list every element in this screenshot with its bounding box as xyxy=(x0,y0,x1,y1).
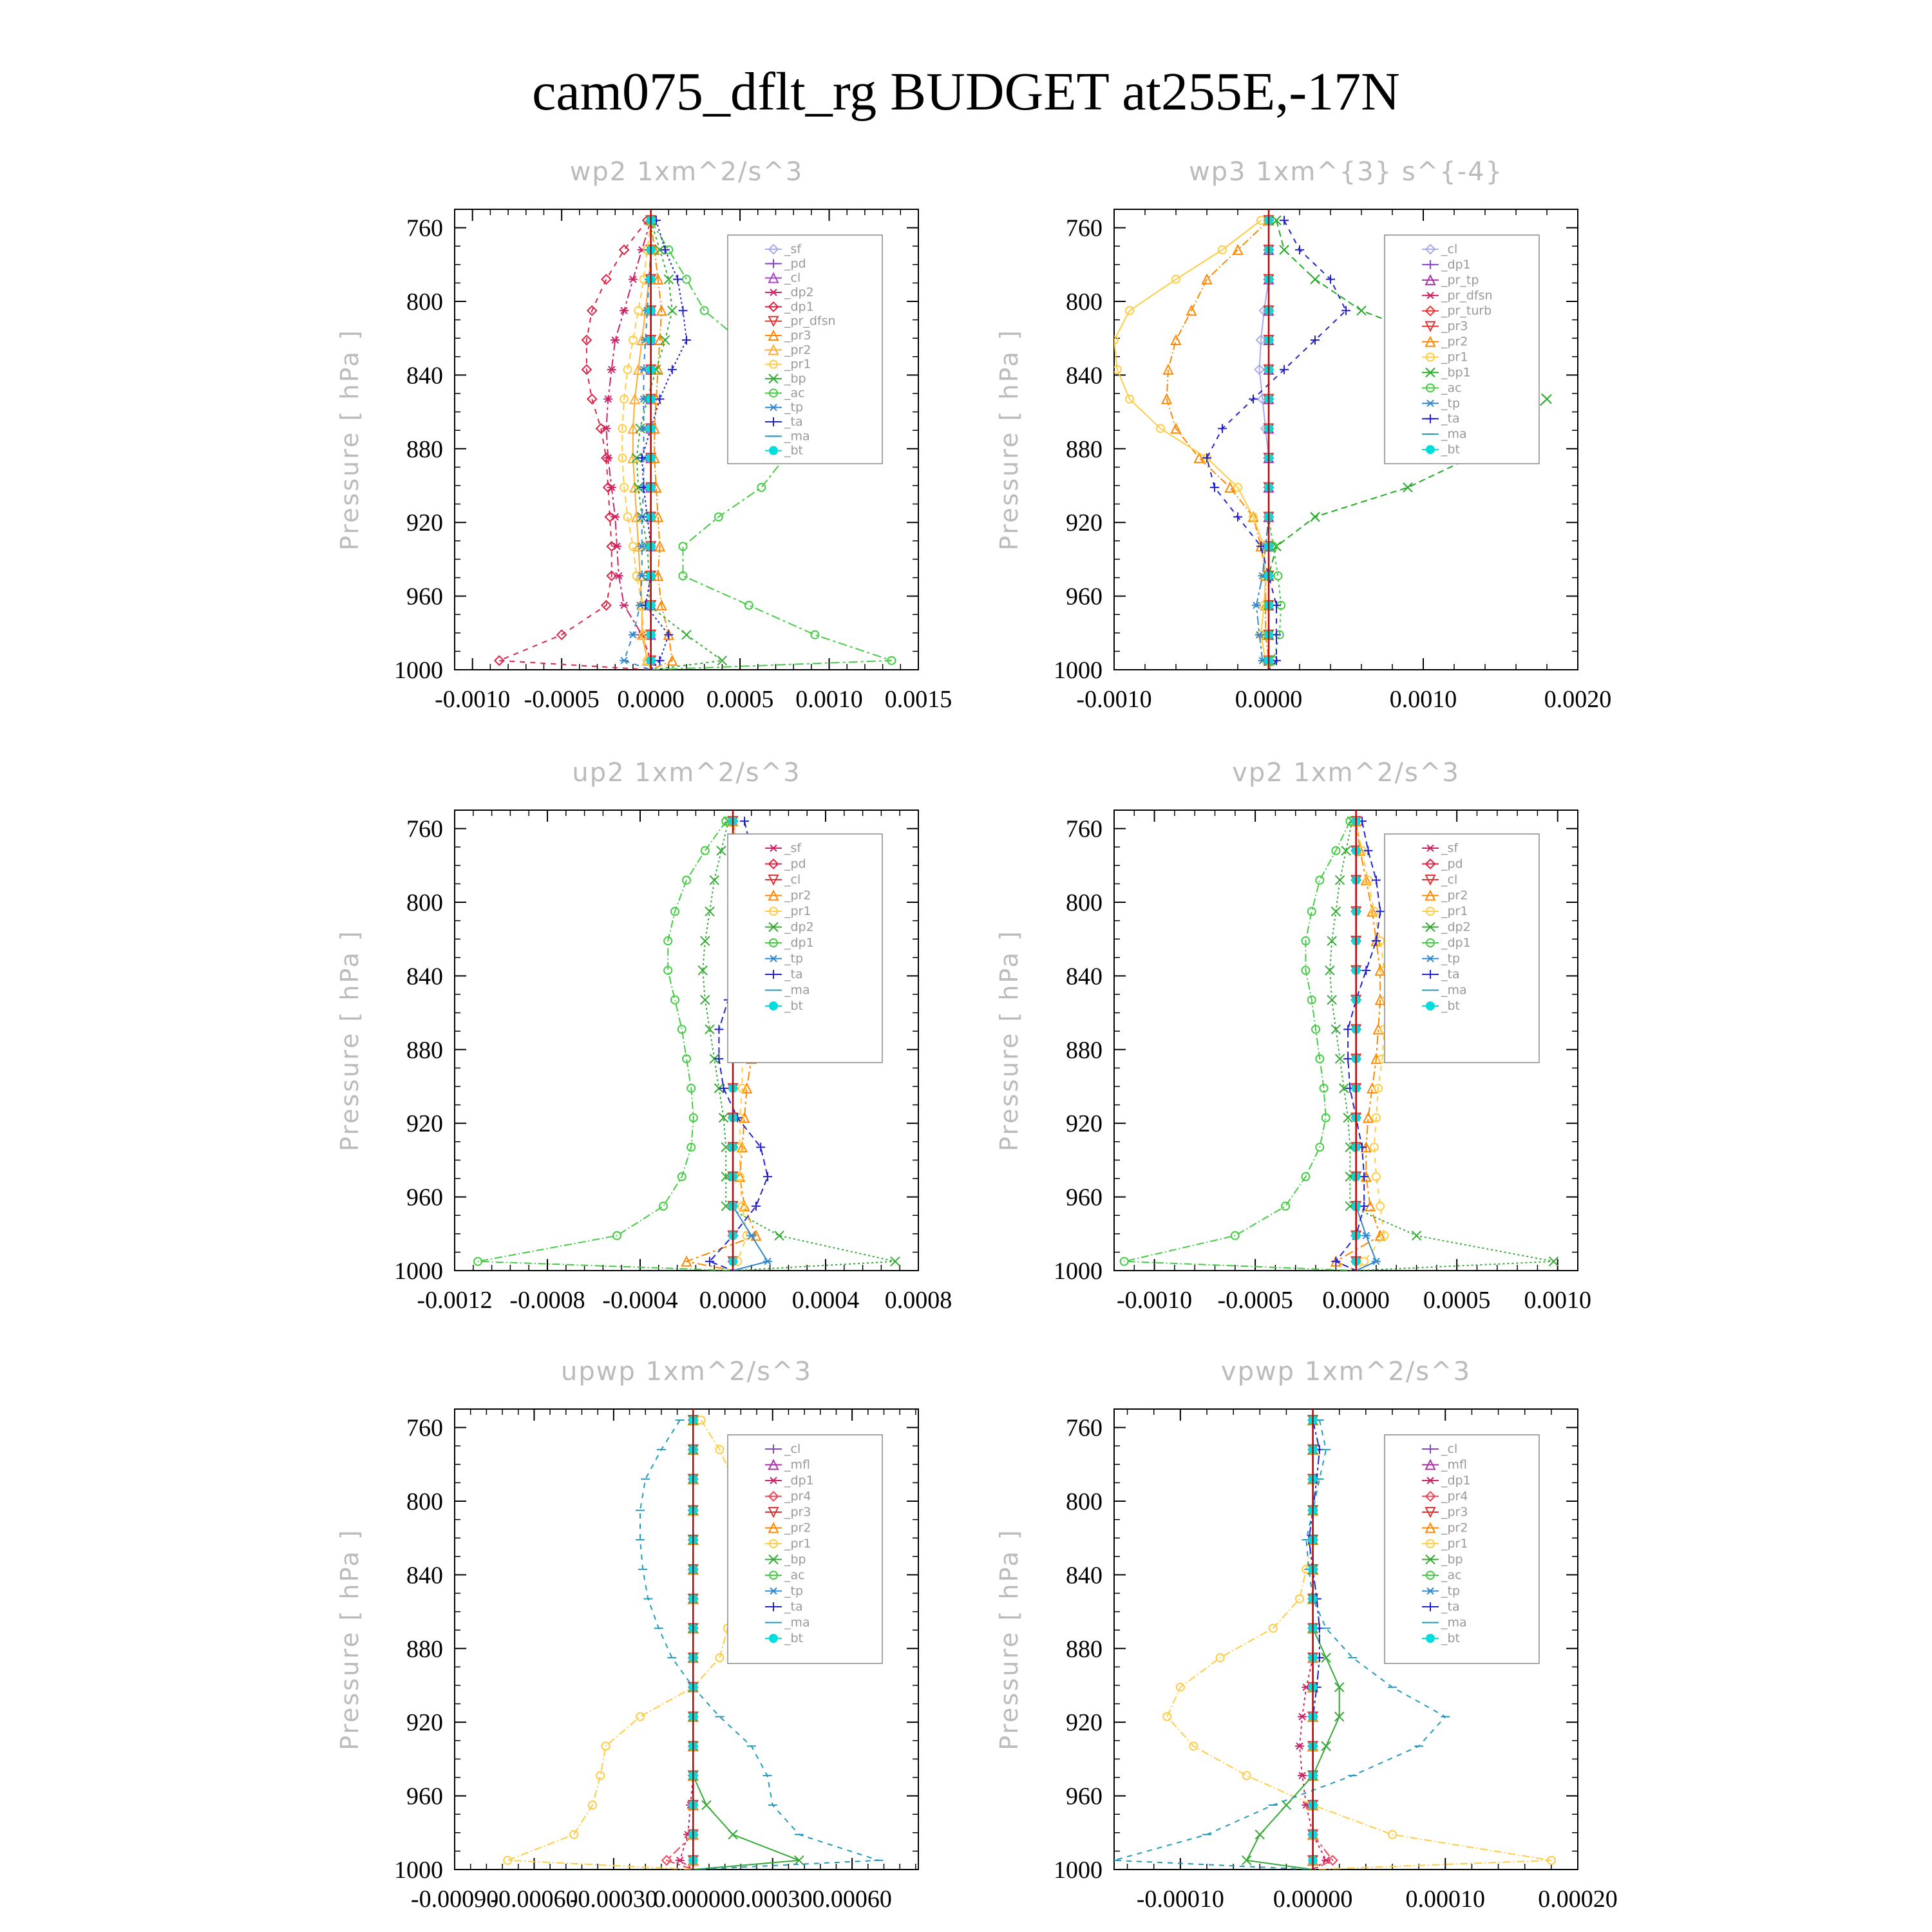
y-tick-label: 920 xyxy=(406,509,443,537)
legend-label: _pr3 xyxy=(1441,1505,1468,1519)
y-tick-label: 800 xyxy=(406,289,443,316)
y-tick-label: 840 xyxy=(406,963,443,990)
x-tick-label: -0.0005 xyxy=(1217,1287,1293,1314)
y-tick-label: 880 xyxy=(1066,1036,1103,1064)
x-tick-label: -0.0004 xyxy=(602,1287,678,1314)
series-ta-marker xyxy=(1343,1054,1352,1063)
series-ta-marker xyxy=(682,336,691,345)
x-tick-label: 0.0004 xyxy=(791,1287,860,1314)
legend-label: _ma xyxy=(784,429,810,444)
x-tick-label: 0.0020 xyxy=(1544,686,1612,713)
series-ta-marker xyxy=(668,365,677,374)
series-ta-marker xyxy=(763,1172,772,1181)
x-tick-label: 0.0000 xyxy=(699,1287,767,1314)
x-tick-label: 0.0000 xyxy=(617,686,685,713)
legend-label: _pr2 xyxy=(784,1520,811,1535)
legend-label: _bp xyxy=(1441,1552,1463,1567)
series-ta-marker xyxy=(1359,1202,1368,1211)
legend xyxy=(1385,834,1539,1063)
panel-title: vpwp 1xm^2/s^3 xyxy=(1220,1357,1472,1387)
legend-label: _ta xyxy=(1441,412,1460,426)
x-tick-label: 0.00000 xyxy=(653,1886,734,1913)
series-line-pr1 xyxy=(507,1420,741,1870)
series-ta-marker xyxy=(1233,513,1242,522)
x-tick-label: 0.00060 xyxy=(812,1886,892,1913)
legend-label: _dp1 xyxy=(784,299,814,314)
legend-label: _tp xyxy=(784,1584,804,1598)
series-dp1-marker xyxy=(1316,876,1323,884)
legend-label: _bp xyxy=(784,1552,806,1567)
legend-label: _sf xyxy=(784,841,802,855)
y-tick-label: 840 xyxy=(1066,362,1103,390)
legend-label: _pr1 xyxy=(784,357,811,372)
series-ta-marker xyxy=(714,1054,723,1063)
series-dp2-marker xyxy=(1549,1257,1558,1266)
y-tick-label: 840 xyxy=(1066,1562,1103,1589)
legend-label: _bt xyxy=(1441,999,1461,1013)
y-tick-label: 800 xyxy=(1066,889,1103,916)
series-ta-marker xyxy=(1295,245,1304,254)
series-dp2-marker xyxy=(629,276,638,283)
legend-label: _ta xyxy=(784,1600,803,1614)
series-dp2-marker xyxy=(891,1257,900,1266)
y-tick-label: 960 xyxy=(406,1783,443,1810)
series-ac-marker xyxy=(811,631,819,639)
y-tick-label: 960 xyxy=(1066,1783,1103,1810)
series-dp2-marker xyxy=(717,846,726,855)
y-tick-label: 960 xyxy=(406,583,443,611)
series-bp1-marker xyxy=(1311,275,1320,284)
x-tick-label: 0.00000 xyxy=(1273,1886,1353,1913)
legend xyxy=(1385,235,1539,464)
y-tick-label: 1000 xyxy=(394,1857,443,1884)
legend-label: _tp xyxy=(1441,1584,1461,1598)
legend-label: _dp2 xyxy=(784,920,814,934)
x-tick-label: -0.00030 xyxy=(569,1886,658,1913)
legend-marker xyxy=(1426,1001,1435,1010)
series-pr2-marker xyxy=(1226,483,1235,492)
legend-label: _bp1 xyxy=(1441,365,1471,380)
legend-label: _bt xyxy=(784,999,804,1013)
series-ta-marker xyxy=(1343,1025,1352,1034)
y-tick-label: 960 xyxy=(406,1184,443,1211)
series-dp1-marker xyxy=(676,1857,685,1864)
legend-label: _dp1 xyxy=(784,936,814,950)
y-axis-label: Pressure [ hPa ] xyxy=(336,328,364,551)
series-dp2-marker xyxy=(620,602,629,609)
series-ta-marker xyxy=(714,1025,723,1034)
y-tick-label: 840 xyxy=(406,362,443,390)
x-tick-label: 0.0010 xyxy=(1524,1287,1591,1314)
series-pr2-marker xyxy=(1171,336,1180,345)
legend-marker xyxy=(769,1001,778,1010)
legend-label: _mfl xyxy=(784,1457,810,1472)
legend-label: _sf xyxy=(784,242,802,256)
series-line-bp xyxy=(1247,1420,1340,1870)
legend-marker xyxy=(769,1634,778,1643)
series-ac-marker xyxy=(745,601,753,609)
series-pr1-marker xyxy=(1163,1713,1171,1721)
panel-vpwp xyxy=(995,1357,1618,1913)
legend-label: _tp xyxy=(784,400,804,415)
series-dp1-marker xyxy=(601,275,611,284)
legend-label: _ma xyxy=(1441,427,1467,442)
legend-label: _ma xyxy=(784,1615,810,1630)
legend xyxy=(728,235,882,464)
y-tick-label: 880 xyxy=(406,1635,443,1663)
y-tick-label: 960 xyxy=(1066,1184,1103,1211)
panel-wp3 xyxy=(995,157,1611,713)
series-ta-marker xyxy=(1361,966,1370,975)
legend-label: _dp1 xyxy=(1441,257,1471,272)
x-tick-label: -0.0005 xyxy=(524,686,600,713)
x-tick-label: -0.00010 xyxy=(1136,1886,1224,1913)
legend-label: _ta xyxy=(1441,1600,1460,1614)
legend-label: _pr_dfsn xyxy=(784,314,836,328)
legend-marker xyxy=(769,446,778,455)
series-tp-marker xyxy=(620,658,629,664)
y-tick-label: 800 xyxy=(406,1488,443,1515)
legend-label: _sf xyxy=(1441,841,1459,855)
series-ta-marker xyxy=(1280,216,1289,225)
legend-label: _pr1 xyxy=(784,904,811,918)
y-tick-label: 960 xyxy=(1066,583,1103,611)
series-dp2-marker xyxy=(1336,1054,1345,1063)
legend-label: _pr1 xyxy=(1441,1537,1468,1551)
panel-up2 xyxy=(336,758,952,1314)
legend-marker xyxy=(1426,1634,1435,1643)
legend-label: _dp1 xyxy=(1441,936,1471,950)
y-tick-label: 800 xyxy=(1066,1488,1103,1515)
y-axis-label: Pressure [ hPa ] xyxy=(995,328,1023,551)
legend-label: _bt xyxy=(784,443,804,458)
x-tick-label: 0.0008 xyxy=(884,1287,952,1314)
legend-label: _pr1 xyxy=(1441,350,1468,365)
legend-label: _pr2 xyxy=(1441,334,1468,349)
series-ta-marker xyxy=(719,1084,728,1093)
legend-label: _pr2 xyxy=(784,343,811,357)
series-dp2-marker xyxy=(701,996,710,1005)
series-ta-marker xyxy=(1210,483,1219,492)
panel-wp2 xyxy=(336,157,952,713)
series-bp1-marker xyxy=(1311,513,1320,522)
y-tick-label: 800 xyxy=(406,889,443,916)
series-dp2-marker xyxy=(775,1231,784,1240)
y-axis-label: Pressure [ hPa ] xyxy=(995,1528,1023,1750)
series-bp-marker xyxy=(1321,1741,1331,1750)
legend-label: _pr1 xyxy=(784,1537,811,1551)
series-dp1-marker xyxy=(1298,1714,1307,1720)
series-dp1-marker xyxy=(659,1202,667,1210)
series-bp1-marker xyxy=(1542,395,1551,404)
legend-label: _bt xyxy=(1441,442,1461,457)
legend-label: _tp xyxy=(1441,951,1461,966)
legend-label: _pd xyxy=(1441,857,1463,871)
y-tick-label: 1000 xyxy=(1054,1258,1103,1285)
x-tick-label: 0.0005 xyxy=(1423,1287,1491,1314)
series-bp-marker xyxy=(682,630,691,639)
legend-label: _ta xyxy=(784,967,803,981)
series-bp1-marker xyxy=(1403,483,1412,492)
y-tick-label: 920 xyxy=(1066,1110,1103,1138)
panel-title: upwp 1xm^2/s^3 xyxy=(561,1357,812,1387)
y-tick-label: 760 xyxy=(406,1414,443,1442)
legend-label: _dp2 xyxy=(784,285,814,299)
series-tp-marker xyxy=(1372,1258,1381,1265)
series-dp2-marker xyxy=(638,247,647,253)
legend xyxy=(728,834,882,1063)
y-tick-label: 880 xyxy=(406,435,443,463)
legend-label: _tp xyxy=(1441,396,1461,411)
series-bp-marker xyxy=(728,1830,737,1839)
series-line-dp1 xyxy=(499,220,650,670)
figure-title: cam075_dflt_rg BUDGET at255E,-17N xyxy=(532,62,1400,122)
series-dp1-marker xyxy=(587,395,596,404)
legend-label: _bt xyxy=(1441,1631,1461,1645)
x-tick-label: 0.0015 xyxy=(884,686,952,713)
y-axis-label: Pressure [ hPa ] xyxy=(336,1528,364,1750)
series-bp-marker xyxy=(1255,1830,1264,1839)
panel-title: up2 1xm^2/s^3 xyxy=(572,758,801,788)
series-ac-marker xyxy=(757,484,765,491)
y-tick-label: 920 xyxy=(406,1110,443,1138)
legend-label: _cl xyxy=(1441,873,1458,887)
y-tick-label: 1000 xyxy=(1054,657,1103,684)
y-axis-label: Pressure [ hPa ] xyxy=(995,929,1023,1151)
series-bp-marker xyxy=(702,1801,711,1810)
legend xyxy=(1385,1435,1539,1663)
legend-label: _cl xyxy=(1441,1442,1458,1456)
series-pr1-marker xyxy=(1243,1772,1251,1779)
legend-label: _ac xyxy=(784,386,805,401)
y-tick-label: 1000 xyxy=(394,1258,443,1285)
legend-label: _pr4 xyxy=(784,1489,811,1504)
panel-title: vp2 1xm^2/s^3 xyxy=(1232,758,1460,788)
legend-label: _ta xyxy=(784,415,803,429)
legend-label: _pr3 xyxy=(1441,319,1468,334)
series-bp1-marker xyxy=(1357,306,1366,315)
x-tick-label: -0.0012 xyxy=(417,1287,493,1314)
legend-label: _tp xyxy=(784,951,804,966)
x-tick-label: -0.00090 xyxy=(410,1886,499,1913)
x-tick-label: 0.0000 xyxy=(1322,1287,1390,1314)
legend-label: _cl xyxy=(784,873,801,887)
series-pr1-marker xyxy=(636,1713,644,1721)
legend-label: _ac xyxy=(1441,1568,1462,1582)
x-tick-label: -0.0010 xyxy=(1117,1287,1193,1314)
series-dp1-marker xyxy=(701,847,709,855)
series-ta-marker xyxy=(638,453,647,462)
series-ta-marker xyxy=(1218,424,1227,433)
series-ac-marker xyxy=(1274,572,1282,580)
legend-label: _ac xyxy=(1441,381,1462,395)
legend-label: _cl xyxy=(784,270,801,285)
legend-label: _cl xyxy=(1441,242,1458,256)
y-tick-label: 1000 xyxy=(394,657,443,684)
legend-label: _pr_tp xyxy=(1441,272,1479,287)
series-tp-marker xyxy=(747,1233,756,1239)
y-tick-label: 880 xyxy=(1066,1635,1103,1663)
legend-label: _bp xyxy=(784,372,806,386)
y-tick-label: 920 xyxy=(406,1709,443,1737)
y-tick-label: 880 xyxy=(406,1036,443,1064)
panel-vp2 xyxy=(995,758,1591,1314)
x-tick-label: -0.0010 xyxy=(435,686,511,713)
x-tick-label: 0.0005 xyxy=(706,686,774,713)
panel-title: wp3 1xm^{3} s^{-4} xyxy=(1188,157,1504,187)
series-ta-marker xyxy=(1326,275,1335,284)
y-tick-label: 800 xyxy=(1066,289,1103,316)
x-tick-label: -0.0008 xyxy=(509,1287,585,1314)
x-tick-label: 0.00020 xyxy=(1538,1886,1618,1913)
x-tick-label: -0.00060 xyxy=(490,1886,578,1913)
series-line-pr1 xyxy=(1114,220,1269,670)
legend-label: _ma xyxy=(784,983,810,998)
series-dp1-marker xyxy=(1282,1202,1289,1210)
series-line-dp1 xyxy=(478,821,733,1271)
legend-label: _pr4 xyxy=(1441,1489,1468,1504)
x-tick-label: -0.0010 xyxy=(1076,686,1152,713)
x-tick-label: 0.00010 xyxy=(1405,1886,1486,1913)
y-tick-label: 880 xyxy=(1066,435,1103,463)
legend-label: _ta xyxy=(1441,967,1460,981)
panel-upwp xyxy=(336,1357,918,1913)
series-tp-marker xyxy=(1361,1233,1370,1239)
panel-title: wp2 1xm^2/s^3 xyxy=(569,157,804,187)
series-ta-marker xyxy=(661,245,670,254)
y-tick-label: 760 xyxy=(1066,1414,1103,1442)
series-ta-marker xyxy=(1249,395,1258,404)
x-tick-label: 0.0000 xyxy=(1235,686,1303,713)
series-ta-marker xyxy=(678,306,687,315)
x-tick-label: 0.0010 xyxy=(795,686,863,713)
legend-label: _pr1 xyxy=(1441,904,1468,918)
legend-label: _pr3 xyxy=(784,328,811,343)
legend-label: _ma xyxy=(1441,1615,1467,1630)
y-axis-label: Pressure [ hPa ] xyxy=(336,929,364,1151)
chart-panels xyxy=(336,157,1618,1913)
legend-marker xyxy=(1426,445,1435,454)
y-tick-label: 1000 xyxy=(1054,1857,1103,1884)
legend-label: _pr_turb xyxy=(1441,303,1492,318)
legend-label: _pd xyxy=(784,256,806,271)
legend-label: _pr2 xyxy=(1441,888,1468,903)
series-ta-marker xyxy=(1372,876,1381,885)
series-bp1-marker xyxy=(1280,245,1289,254)
legend-label: _bt xyxy=(784,1631,804,1645)
y-tick-label: 760 xyxy=(406,214,443,242)
y-tick-label: 760 xyxy=(406,815,443,843)
series-line-dp1 xyxy=(1124,821,1356,1271)
legend-label: _pr2 xyxy=(1441,1520,1468,1535)
x-tick-label: 0.00030 xyxy=(732,1886,813,1913)
legend-label: _mfl xyxy=(1441,1457,1467,1472)
series-dp2-marker xyxy=(1412,1231,1421,1240)
legend-label: _pd xyxy=(784,857,806,871)
legend-label: _pr2 xyxy=(784,888,811,903)
series-ta-marker xyxy=(673,275,682,284)
legend-label: _pr_dfsn xyxy=(1441,288,1493,303)
legend-label: _ma xyxy=(1441,983,1467,998)
series-tp-marker xyxy=(763,1258,772,1265)
series-ta-marker xyxy=(655,656,664,665)
y-tick-label: 840 xyxy=(1066,963,1103,990)
legend-label: _cl xyxy=(784,1442,801,1456)
legend-label: _ac xyxy=(784,1568,805,1582)
y-tick-label: 920 xyxy=(1066,509,1103,537)
y-tick-label: 920 xyxy=(1066,1709,1103,1737)
legend-label: _pr3 xyxy=(784,1505,811,1519)
legend xyxy=(728,1435,882,1663)
series-bp-marker xyxy=(668,306,677,315)
y-tick-label: 760 xyxy=(1066,815,1103,843)
legend-label: _dp1 xyxy=(784,1473,814,1488)
y-tick-label: 840 xyxy=(406,1562,443,1589)
series-ta-marker xyxy=(740,817,749,826)
y-tick-label: 760 xyxy=(1066,214,1103,242)
legend-label: _dp2 xyxy=(1441,920,1471,934)
legend-label: _dp1 xyxy=(1441,1473,1471,1488)
series-ta-marker xyxy=(1272,656,1281,665)
x-tick-label: 0.0010 xyxy=(1389,686,1457,713)
